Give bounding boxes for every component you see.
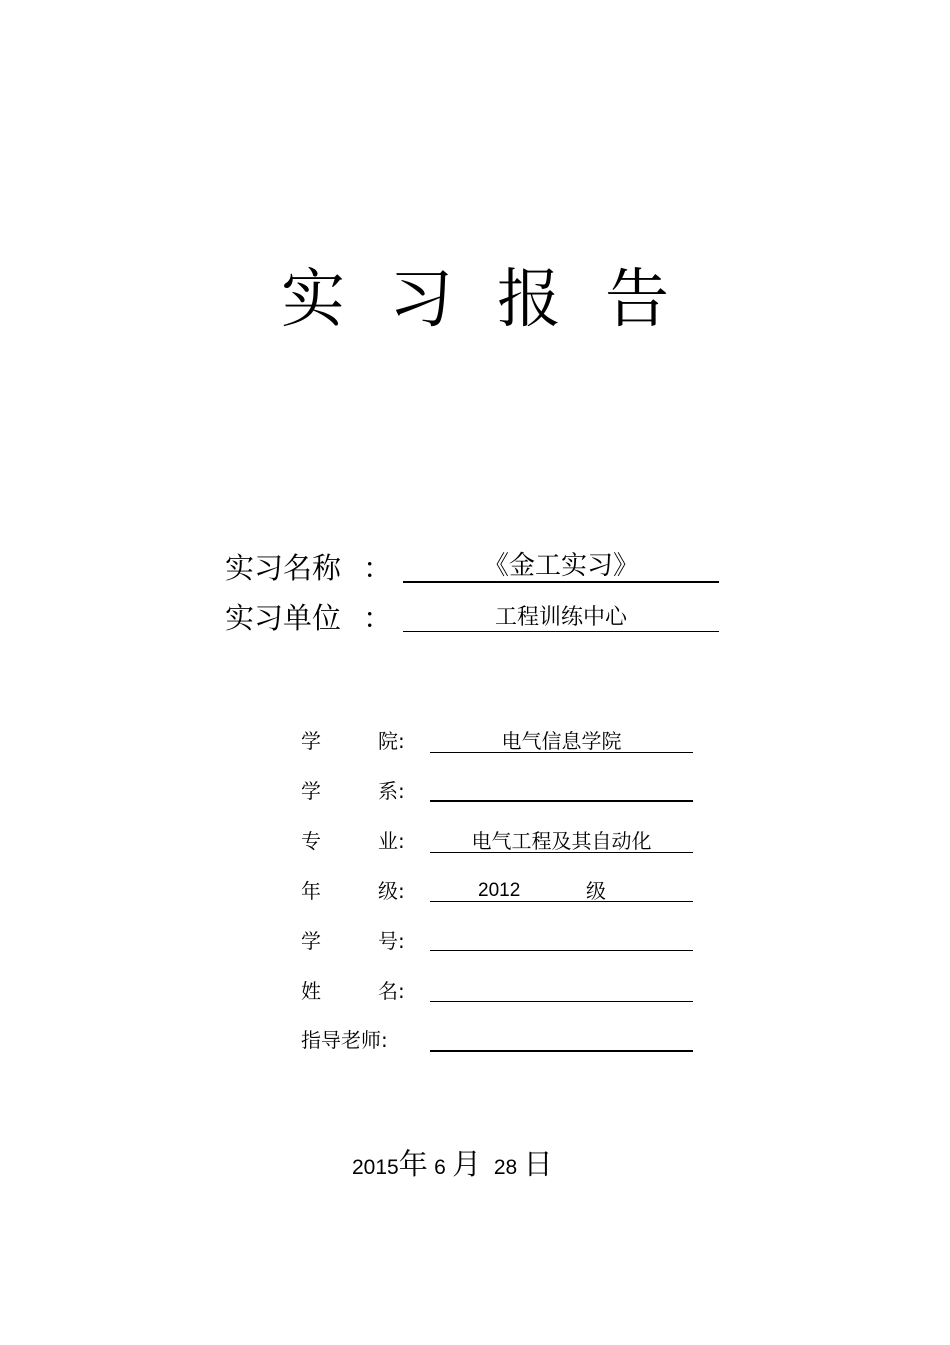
major-underline [430, 852, 693, 853]
college-label-b: 院: [378, 729, 405, 753]
grade-label-b: 级: [378, 879, 405, 903]
internship-name-colon: ： [363, 551, 393, 585]
internship-unit-value: 工程训练中心 [494, 605, 627, 630]
advisor-underline [430, 1050, 693, 1052]
internship-unit-label: 实习单位 [225, 601, 342, 635]
page-title [0, 262, 950, 338]
title-char: 实 [281, 263, 345, 337]
internship-name-label: 实习名称 [225, 551, 342, 585]
title-char: 告 [605, 263, 669, 337]
student-name-underline [430, 1001, 693, 1002]
student-name-label-b: 名: [378, 979, 405, 1003]
title-char: 习 [389, 263, 453, 337]
advisor-label: 指导老师: [301, 1028, 388, 1052]
report-date [352, 1144, 553, 1188]
internship-name-underline [403, 581, 719, 583]
department-label-b: 系: [378, 779, 405, 803]
major-value: 电气工程及其自动化 [471, 829, 652, 853]
internship-name-value: 《金工实习》 [482, 551, 639, 581]
grade-year: 2012 [478, 880, 521, 901]
department-label-a: 学 [301, 779, 321, 803]
title-char: 报 [497, 263, 561, 337]
student-name-label-a: 姓 [301, 979, 321, 1003]
date-year-char: 年 [398, 1147, 428, 1181]
college-underline [430, 752, 693, 753]
student-id-label-b: 号: [378, 929, 405, 953]
date-month: 6 [434, 1156, 446, 1179]
date-day: 28 [493, 1156, 518, 1179]
grade-label-a: 年 [301, 879, 321, 903]
department-underline [430, 800, 693, 802]
date-day-char: 日 [523, 1147, 553, 1181]
date-year: 2015 [352, 1156, 399, 1179]
major-label-b: 业: [378, 829, 405, 853]
student-id-label-a: 学 [301, 929, 321, 953]
internship-unit-colon: ： [363, 601, 393, 635]
internship-unit-underline [403, 631, 719, 632]
grade-suffix: 级 [586, 879, 606, 903]
major-label-a: 专 [301, 829, 321, 853]
grade-underline [430, 901, 693, 902]
college-label-a: 学 [301, 729, 321, 753]
college-value: 电气信息学院 [501, 729, 622, 753]
student-id-underline [430, 950, 693, 951]
date-month-char: 月 [452, 1147, 482, 1181]
